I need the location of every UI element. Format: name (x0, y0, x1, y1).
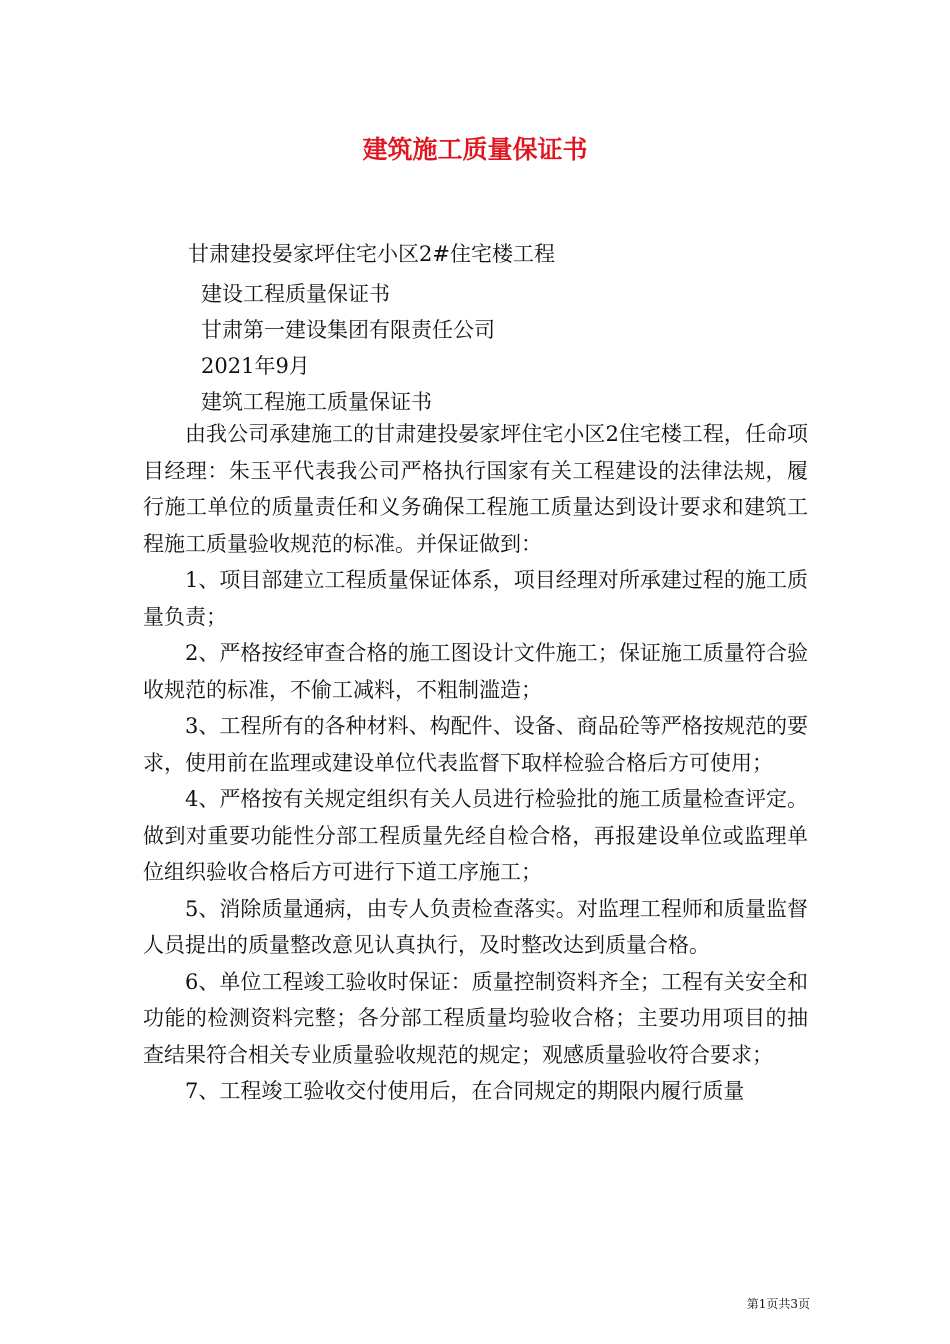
clause-item: 5、消除质量通病，由专人负责检查落实。对监理工程师和质量监督人员提出的质量整改意见认真执行，及时整改达到质量合格。 (143, 896, 808, 957)
clause-item: 1、项目部建立工程质量保证体系，项目经理对所承建过程的施工质量负责； (143, 568, 808, 629)
document-title: 建筑施工质量保证书 (362, 135, 588, 164)
doc-name: 建设工程质量保证书 (201, 282, 390, 306)
clause-item: 7、工程竣工验收交付使用后，在合同规定的期限内履行质量 (185, 1079, 745, 1103)
project-name: 甘肃建投晏家坪住宅小区2#住宅楼工程 (188, 242, 555, 266)
document-body (143, 416, 808, 1110)
page-number: 第1页共3页 (746, 1297, 810, 1311)
clause-item: 6、单位工程竣工验收时保证：质量控制资料齐全；工程有关安全和功能的检测资料完整；各分部工程质量均验收合格；主要功用项目的抽查结果符合相关专业质量验收规范的规定；观感质量验收符合要求； (143, 969, 808, 1067)
clause-item: 3、工程所有的各种材料、构配件、设备、商品砼等严格按规范的要求，使用前在监理或建设单位代表监督下取样检验合格后方可使用； (143, 714, 808, 775)
document-subtitle: 建筑工程施工质量保证书 (201, 390, 432, 414)
intro-paragraph: 由我公司承建施工的甘肃建投晏家坪住宅小区2住宅楼工程，任命项目经理：朱玉平代表我公司严格执行国家有关工程建设的法律法规，履行施工单位的质量责任和义务确保工程施工质量达到设计要求和建筑工程施工质量验收规范的标准。并保证做到： (143, 422, 808, 556)
clause-item: 4、严格按有关规定组织有关人员进行检验批的施工质量检查评定。做到对重要功能性分部工程质量先经自检合格，再报建设单位或监理单位组织验收合格后方可进行下道工序施工； (143, 787, 808, 884)
issue-date: 2021年9月 (201, 354, 310, 378)
clause-item: 2、严格按经审查合格的施工图设计文件施工；保证施工质量符合验收规范的标准，不偷工减料，不粗制滥造； (143, 641, 808, 702)
company-name: 甘肃第一建设集团有限责任公司 (201, 318, 495, 342)
